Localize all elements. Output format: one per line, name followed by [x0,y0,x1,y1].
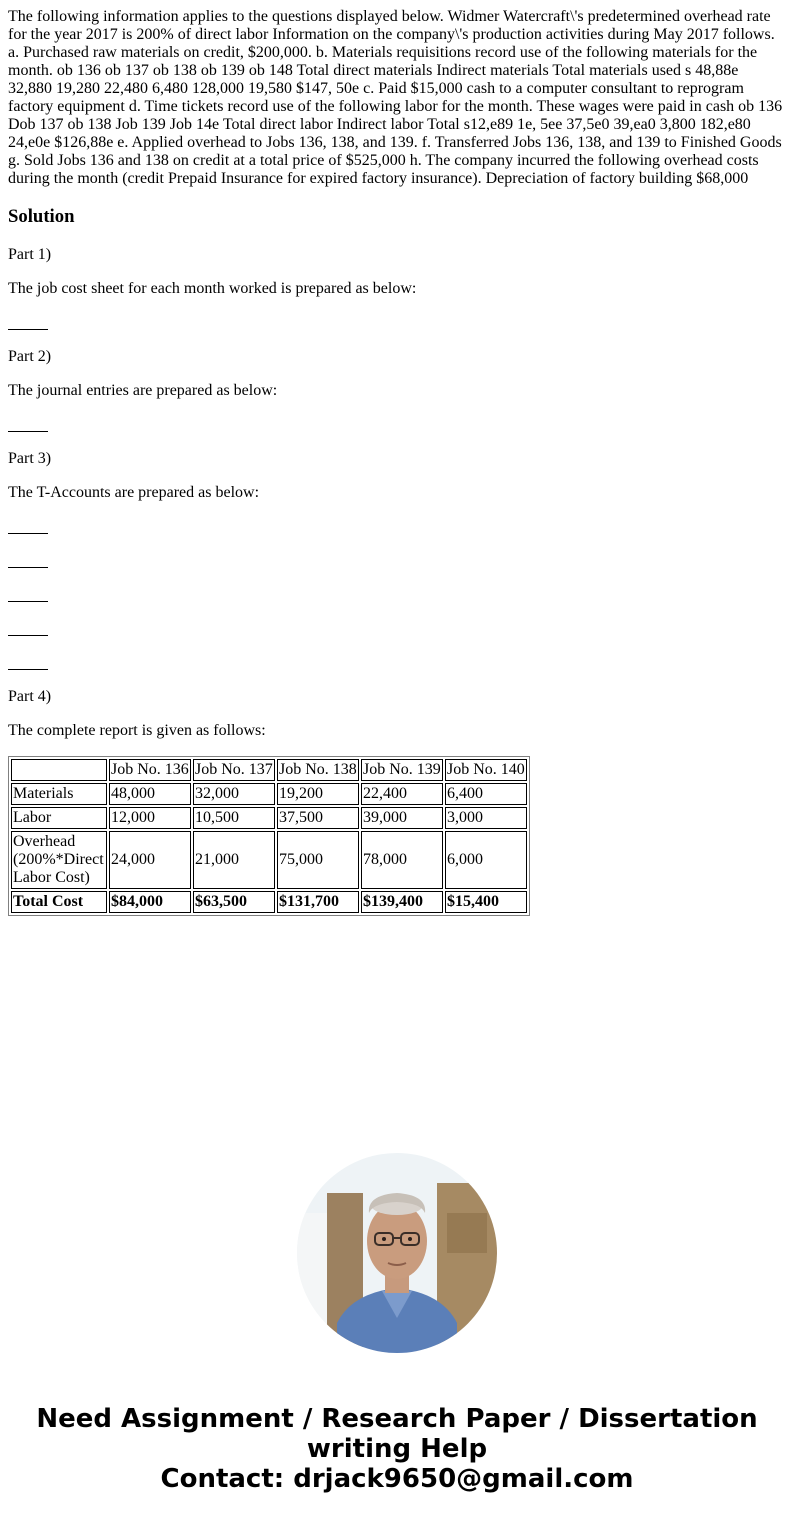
table-cell: 48,000 [109,783,191,805]
part3-image-placeholder-2 [8,552,48,570]
avatar-portrait-image [297,1153,497,1353]
table-cell: 6,000 [445,831,527,889]
row-label: Labor [11,807,107,829]
header-cell [11,759,107,781]
table-total-row [11,891,527,913]
part2-text: The journal entries are prepared as below: [8,382,278,399]
part2-image-placeholder [8,416,48,434]
table-cell: 19,200 [277,783,359,805]
table-cell: $84,000 [109,891,191,913]
question-text: The following information applies to the questions displayed below. Widmer Watercraft\'s predetermined overhead rate for the year 2017 is 200% of direct labor Information on the company\'s production activities during May 2017 follows. a. Purchased raw materials on credit, $200,000. b. Materials requisitions record use of the following materials for the month. ob 136 ob 137 ob 138 ob 139 ob 148 Total direct materials Indirect materials Total materials used s 48,88e 32,880 19,280 22,480 6,480 128,000 19,580 $147, 50e c. Paid $15,000 cash to a computer consultant to reprogram factory equipment d. Time tickets record use of the following labor for the month. These wages were paid in cash ob 136 Dob 137 ob 138 Job 139 Job 14e Total direct labor Indirect labor Total s12,e89 1e, 5ee 37,5e0 39,ea0 3,800 182,e80 24,e0e $126,88e e. Applied overhead to Jobs 136, 138, and 139. f. Transferred Jobs 136, 138, and 139 to Finished Goods g. Sold Jobs 136 and 138 on credit at a total price of $525,000 h. The company incurred the following overhead costs during the month (credit Prepaid Insurance for expired factory insurance). Depreciation of factory building $68,000 [8,8,783,187]
document-content [8,8,786,916]
job-cost-report-table [8,756,530,916]
part1-text: The job cost sheet for each month worked is prepared as below: [8,280,417,297]
table-cell: 3,000 [445,807,527,829]
part3-image-placeholder-4 [8,620,48,638]
table-cell: $15,400 [445,891,527,913]
table-cell: 21,000 [193,831,275,889]
part2-label: Part 2) [8,348,52,365]
table-cell: $131,700 [277,891,359,913]
table-row [11,831,527,889]
table-cell: 6,400 [445,783,527,805]
row-label: Overhead (200%*Direct Labor Cost) [11,831,107,889]
table-cell: $139,400 [361,891,443,913]
author-avatar [297,1153,497,1353]
table-row [11,783,527,805]
part4-label: Part 4) [8,688,52,705]
promo-banner [0,1404,794,1494]
part4-text: The complete report is given as follows: [8,722,266,739]
part3-image-placeholder-1 [8,518,48,536]
solution-heading: Solution [8,206,75,227]
header-cell: Job No. 139 [361,759,443,781]
table-row [11,807,527,829]
table-cell: 22,400 [361,783,443,805]
table-cell: 39,000 [361,807,443,829]
promo-contact: Contact: drjack9650@gmail.com [160,1464,634,1494]
table-cell: 37,500 [277,807,359,829]
part3-text: The T-Accounts are prepared as below: [8,484,260,501]
table-cell: 32,000 [193,783,275,805]
header-cell: Job No. 137 [193,759,275,781]
part1-image-placeholder [8,314,48,332]
header-cell: Job No. 136 [109,759,191,781]
part1-label: Part 1) [8,246,52,263]
table-header-row [11,759,527,781]
part3-label: Part 3) [8,450,52,467]
table-cell: 24,000 [109,831,191,889]
table-cell: 75,000 [277,831,359,889]
table-cell: 12,000 [109,807,191,829]
header-cell: Job No. 138 [277,759,359,781]
row-label: Total Cost [11,891,107,913]
table-cell: 78,000 [361,831,443,889]
row-label: Materials [11,783,107,805]
table-cell: 10,500 [193,807,275,829]
header-cell: Job No. 140 [445,759,527,781]
table-cell: $63,500 [193,891,275,913]
promo-line-1: Need Assignment / Research Paper / Dissertation writing Help [36,1404,758,1464]
part3-image-placeholder-3 [8,586,48,604]
part3-image-placeholder-5 [8,654,48,672]
